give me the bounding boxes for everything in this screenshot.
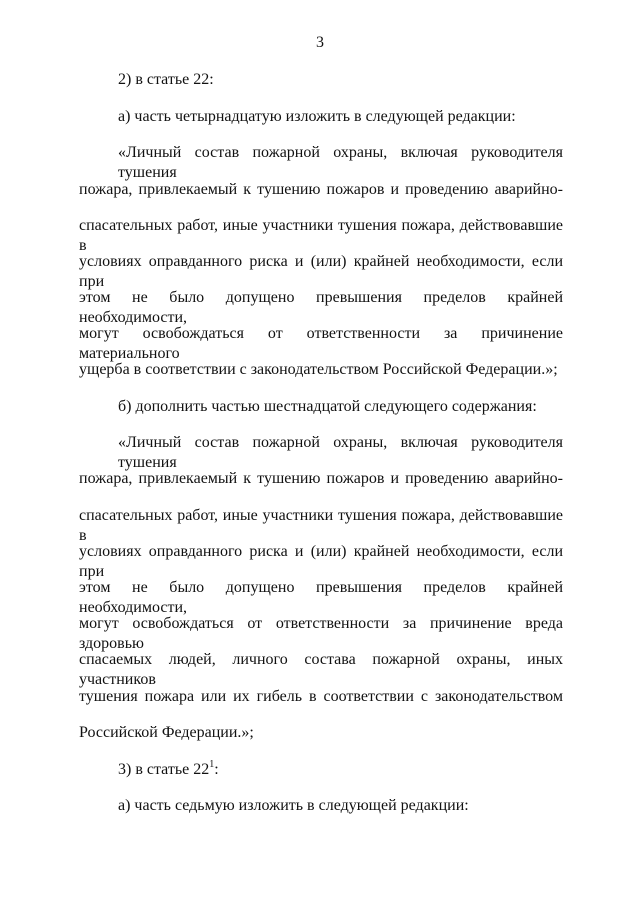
text-line-content: «Личный состав пожарной охраны, включая руководителя тушения xyxy=(118,434,563,471)
text-line-content: а) часть четырнадцатую изложить в следующей редакции: xyxy=(118,108,516,125)
text-line xyxy=(79,469,563,489)
text-line-content: б) дополнить частью шестнадцатой следующего содержания: xyxy=(118,398,537,415)
text-line xyxy=(79,687,563,707)
text-line xyxy=(118,143,563,183)
text-line xyxy=(79,180,563,200)
text-line-content: спасательных работ, иные участники тушения пожара, действовавшие в xyxy=(79,217,563,254)
text-line xyxy=(79,542,563,582)
text-line-content: пожара, привлекаемый к тушению пожаров и проведению аварийно- xyxy=(79,181,563,198)
text-line-content: этом не было допущено превышения пределов крайней необходимости, xyxy=(79,579,563,616)
text-line xyxy=(79,216,563,256)
text-line-content: 2) в статье 22: xyxy=(118,71,214,88)
text-line-content: 3) в статье 22 xyxy=(118,761,210,778)
text-line xyxy=(118,760,563,780)
text-line-content: Российской Федерации.»; xyxy=(79,724,254,741)
text-line xyxy=(79,324,563,364)
text-line xyxy=(79,252,563,292)
text-line xyxy=(118,107,563,127)
text-line xyxy=(79,650,563,690)
text-line-content: тушения пожара или их гибель в соответствии с законодательством xyxy=(79,688,563,705)
superscript: 1 xyxy=(209,758,215,770)
text-line xyxy=(79,506,563,546)
text-line xyxy=(79,578,563,618)
text-line-content: этом не было допущено превышения пределов крайней необходимости, xyxy=(79,289,563,326)
text-line-suffix: : xyxy=(214,761,219,778)
text-line xyxy=(79,614,563,654)
text-line-content: спасаемых людей, личного состава пожарной охраны, иных участников xyxy=(79,651,563,688)
text-line xyxy=(118,796,563,816)
text-line-content: условиях оправданного риска и (или) крайней необходимости, если при xyxy=(79,543,563,580)
text-line-content: а) часть седьмую изложить в следующей редакции: xyxy=(118,797,469,814)
text-line xyxy=(79,288,563,328)
text-line-content: условиях оправданного риска и (или) крайней необходимости, если при xyxy=(79,253,563,290)
text-line-content: могут освобождаться от ответственности за причинение вреда здоровью xyxy=(79,615,563,652)
text-line xyxy=(118,433,563,473)
text-line-content: «Личный состав пожарной охраны, включая руководителя тушения xyxy=(118,144,563,181)
text-line xyxy=(118,397,563,417)
text-line-content: ущерба в соответствии с законодательством Российской Федерации.»; xyxy=(79,361,558,378)
page-number: 3 xyxy=(316,34,324,51)
text-line xyxy=(79,360,563,380)
text-line-content: могут освобождаться от ответственности за причинение материального xyxy=(79,325,563,362)
text-line-content: спасательных работ, иные участники тушения пожара, действовавшие в xyxy=(79,507,563,544)
text-line xyxy=(118,70,563,90)
text-line xyxy=(79,723,563,743)
text-line-content: пожара, привлекаемый к тушению пожаров и проведению аварийно- xyxy=(79,470,563,487)
